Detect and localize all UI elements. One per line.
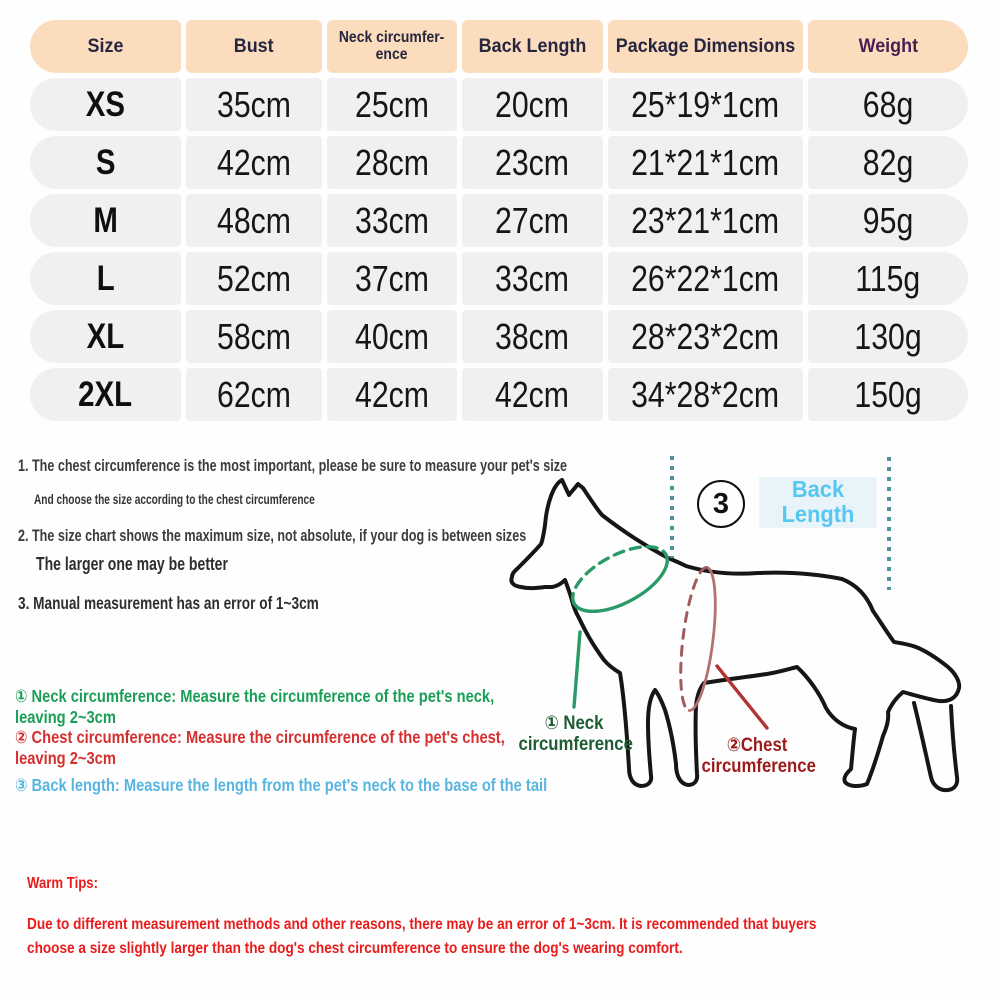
table-row-2xl-neck: 42cm <box>327 368 457 421</box>
back-length-dotted-line-left <box>670 456 674 558</box>
col-header-neck-circumference <box>327 20 457 73</box>
table-row-s-size: S <box>30 136 181 189</box>
chest-circumference-diagram-label: ②Chest circumference <box>701 735 816 778</box>
size-table <box>30 20 968 421</box>
table-row-l-package: 26*22*1cm <box>608 252 803 305</box>
table-row-xl-bust: 58cm <box>186 310 322 363</box>
col-header-size: Size <box>30 20 181 73</box>
warm-tips-body-line1: Due to different measurement methods and other reasons, there may be an error of 1~3cm. It is recommended that buyers <box>27 916 817 933</box>
neck-circumference-ellipse <box>563 533 677 624</box>
table-row-xl-neck: 40cm <box>327 310 457 363</box>
table-row-2xl-weight: 150g <box>808 368 968 421</box>
col-header-weight: Weight <box>808 20 968 73</box>
table-row-xs-package: 25*19*1cm <box>608 78 803 131</box>
neck-circumference-diagram-label: ① Neck circumference <box>518 713 633 756</box>
table-row-xs-weight: 68g <box>808 78 968 131</box>
neck-header-line2: ence <box>376 45 408 63</box>
col-header-back-length: Back Length <box>462 20 603 73</box>
legend-chest-line1: ② Chest circumference: Measure the circumference of the pet's chest, <box>15 727 505 747</box>
table-row-s-package: 21*21*1cm <box>608 136 803 189</box>
table-row-s-neck: 28cm <box>327 136 457 189</box>
note-1-sub: And choose the size according to the chest circumference <box>34 492 315 507</box>
warm-tips-title: Warm Tips: <box>27 875 99 892</box>
table-row-m-package: 23*21*1cm <box>608 194 803 247</box>
col-header-package-dimensions: Package Dimensions <box>608 20 803 73</box>
table-row-2xl-size: 2XL <box>30 368 181 421</box>
warm-tips-body-line2: choose a size slightly larger than the dog's chest circumference to ensure the dog's wearing comfort. <box>27 940 683 957</box>
legend-neck-line2: leaving 2~3cm <box>15 707 116 727</box>
dog-far-hind-leg-path <box>914 703 957 790</box>
table-row-m-neck: 33cm <box>327 194 457 247</box>
table-row-s-weight: 82g <box>808 136 968 189</box>
table-row-xs-size: XS <box>30 78 181 131</box>
note-2: 2. The size chart shows the maximum size, not absolute, if your dog is between sizes <box>18 526 527 545</box>
table-row-l-bust: 52cm <box>186 252 322 305</box>
table-row-2xl-package: 34*28*2cm <box>608 368 803 421</box>
table-row-l-neck: 37cm <box>327 252 457 305</box>
table-row-m-back: 27cm <box>462 194 603 247</box>
table-row-xl-package: 28*23*2cm <box>608 310 803 363</box>
step-3-badge <box>697 480 745 528</box>
table-row-xs-neck: 25cm <box>327 78 457 131</box>
col-header-bust: Bust <box>186 20 322 73</box>
table-row-s-back: 23cm <box>462 136 603 189</box>
table-row-xl-weight: 130g <box>808 310 968 363</box>
legend-neck-line1: ① Neck circumference: Measure the circumference of the pet's neck, <box>15 686 495 706</box>
table-row-l-weight: 115g <box>808 252 968 305</box>
legend-back-length: ③ Back length: Measure the length from the pet's neck to the base of the tail <box>15 775 548 795</box>
table-row-l-back: 33cm <box>462 252 603 305</box>
table-row-xs-back: 20cm <box>462 78 603 131</box>
table-row-m-size: M <box>30 194 181 247</box>
step-3-number: 3 <box>712 487 730 520</box>
note-2-sub: The larger one may be better <box>36 554 228 574</box>
table-row-2xl-back: 42cm <box>462 368 603 421</box>
note-3: 3. Manual measurement has an error of 1~3cm <box>18 593 319 613</box>
table-row-s-bust: 42cm <box>186 136 322 189</box>
table-row-m-weight: 95g <box>808 194 968 247</box>
neck-header-line1: Neck circumfer- <box>339 28 445 46</box>
neck-pointer-line <box>574 632 580 707</box>
table-row-xl-size: XL <box>30 310 181 363</box>
back-length-dotted-line-right <box>887 457 891 590</box>
legend-chest-line2: leaving 2~3cm <box>15 748 116 768</box>
note-1: 1. The chest circumference is the most important, please be sure to measure your pet's size <box>18 456 568 475</box>
table-row-xl-back: 38cm <box>462 310 603 363</box>
table-row-m-bust: 48cm <box>186 194 322 247</box>
table-row-2xl-bust: 62cm <box>186 368 322 421</box>
table-row-xs-bust: 35cm <box>186 78 322 131</box>
table-row-l-size: L <box>30 252 181 305</box>
back-length-label: Back Length <box>759 477 877 528</box>
